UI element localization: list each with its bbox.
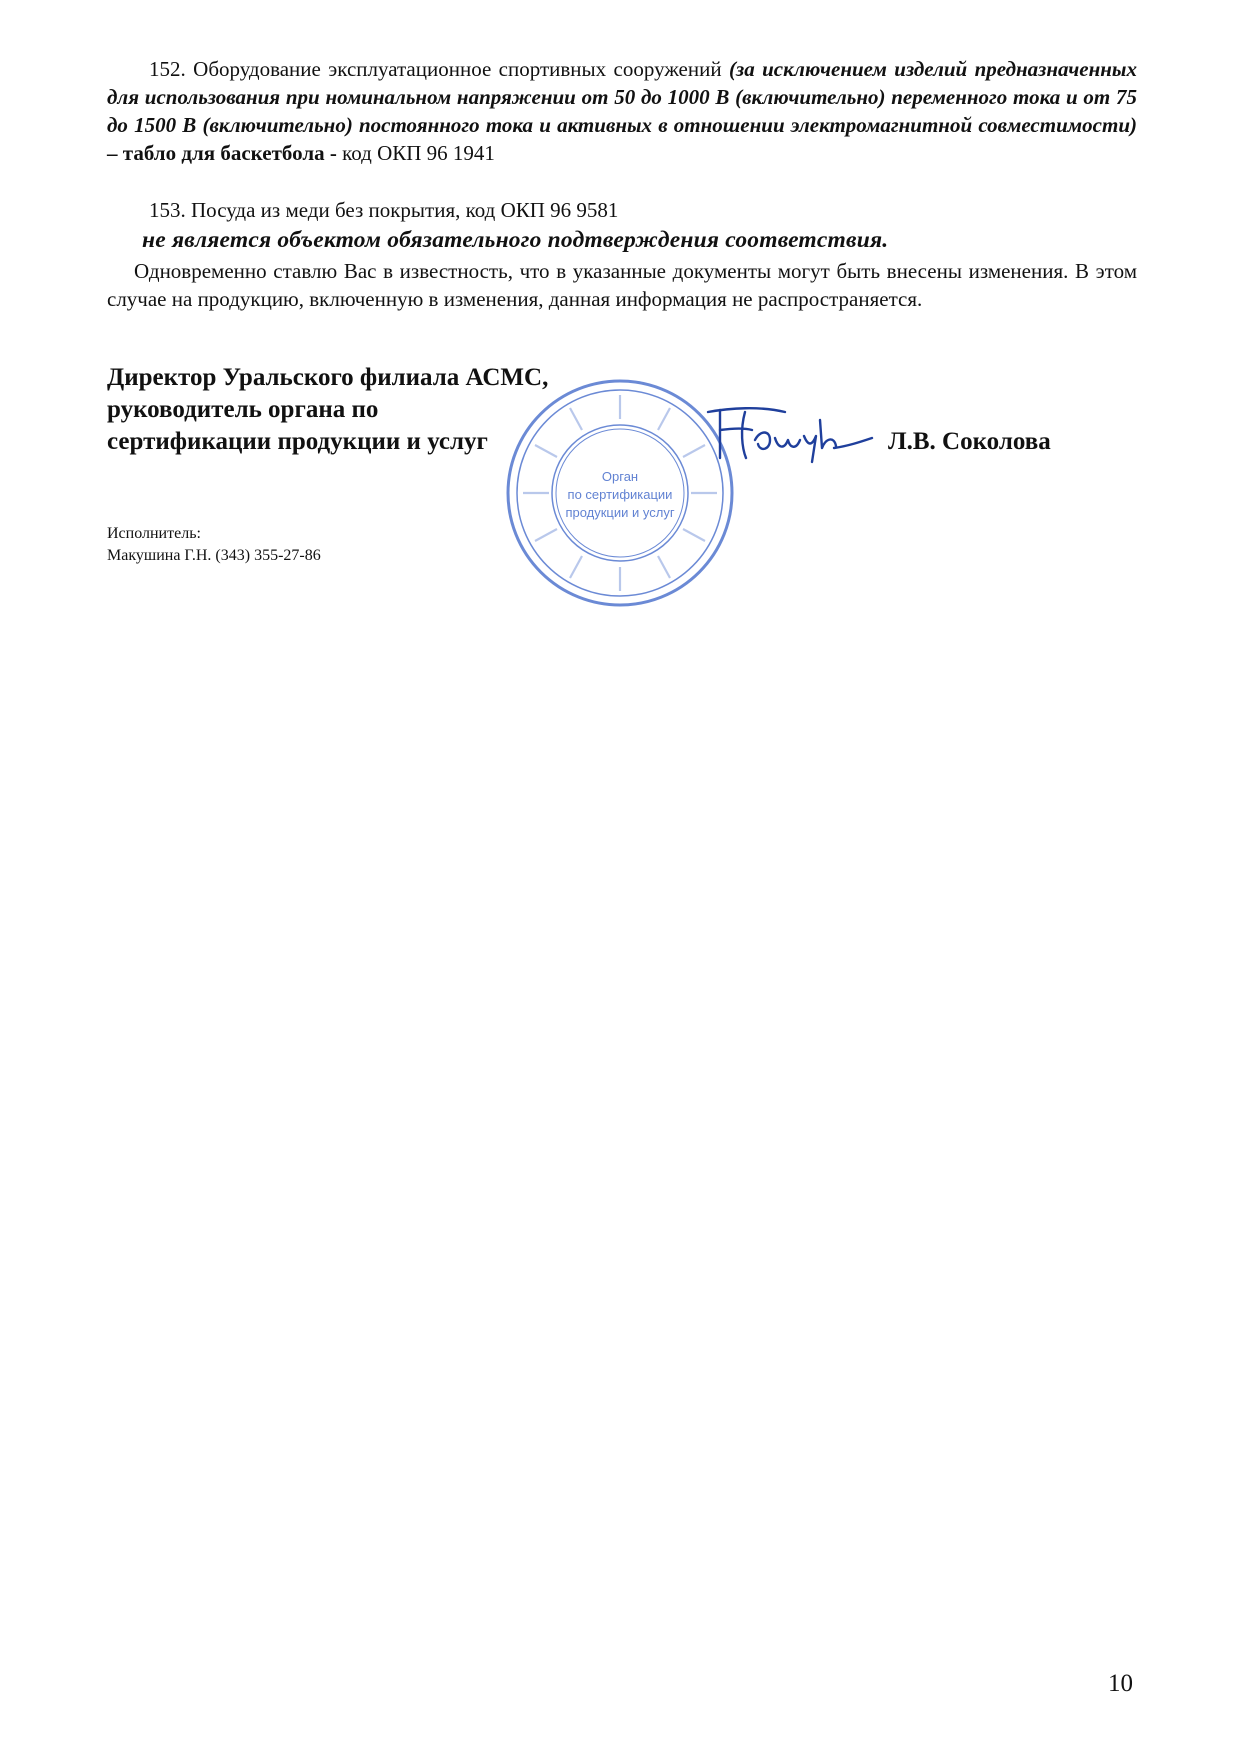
changes-paragraph [107,257,1137,313]
signatory-title-line-1: Директор Уральского филиала АСМС, [107,364,549,391]
signatory-name: Л.В. Соколова [888,428,1051,455]
item-153 [107,196,1137,224]
stamp-line-1: Орган [601,469,639,484]
stamp-line-3: продукции и услуг [565,505,675,520]
executor-contact: Макушина Г.Н. (343) 355-27-86 [107,547,321,564]
signatory-title-line-2: руководитель органа по [107,396,379,423]
page-number: 10 [1108,1670,1133,1697]
item-152-product: – табло для баскетбола - [107,141,337,165]
item-153-text: 153. Посуда из меди без покрытия, код ОКП 96 9581 [149,198,619,222]
executor-label: Исполнитель: [107,525,201,542]
signatory-title-line-3: сертификации продукции и услуг [107,428,488,455]
item-152-code: код ОКП 96 1941 [342,141,495,165]
item-152 [107,55,1137,167]
stamp-line-2: по сертификации [567,487,673,502]
item-152-exclusion: (за исключением изделий предназначенных для использования при номинальном напряжении от 50 до 1000 В (включительно) переменного тока и от 75 до 1500 В (включительно) постоянного тока и активных в отношении электромагнитной совместимости) [107,57,1137,137]
item-152-lead: 152. Оборудование эксплуатационное спортивных сооружений [149,57,722,81]
changes-paragraph-text: Одновременно ставлю Вас в известность, что в указанные документы могут быть внесены изменения. В этом случае на продукцию, включенную в изменения, данная информация не распространяется. [107,259,1137,311]
handwritten-signature [700,400,875,465]
conformity-notice: не является объектом обязательного подтверждения соответствия. [142,227,889,253]
